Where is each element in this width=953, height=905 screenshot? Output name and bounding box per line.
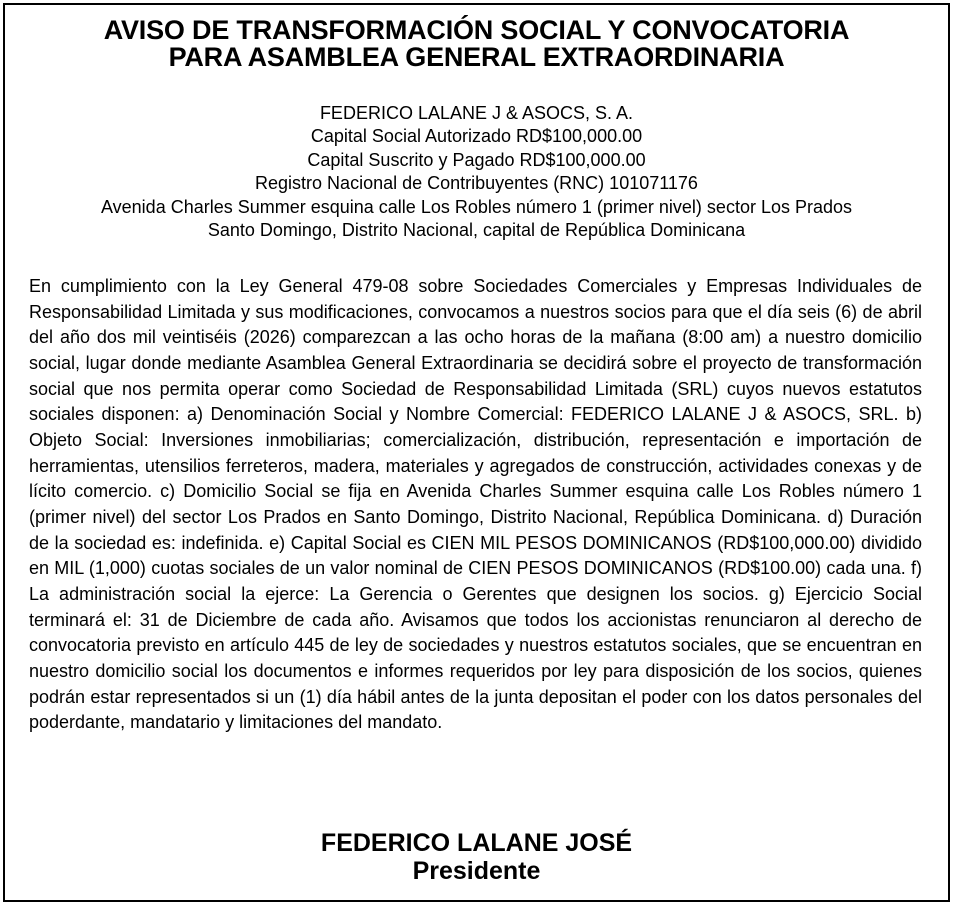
signatory-role: Presidente bbox=[412, 857, 541, 885]
company-info bbox=[5, 102, 948, 242]
signature-block bbox=[5, 829, 948, 885]
notice-body: En cumplimiento con la Ley General 479-08 sobre Sociedades Comerciales y Empresas Individuales de Responsabilidad Limitada y sus modificaciones, convocamos a nuestros socios para que el día seis (6) de abril del año dos mil veintiséis (2026) comparezcan a las ocho horas de la mañana (8:00 am) a nuestro domicilio social, lugar donde mediante Asamblea General Extraordinaria se decidirá sobre el proyecto de transformación social que nos permita operar como Sociedad de Responsabilidad Limitada (SRL) cuyos nuevos estatutos sociales disponen: a) Denominación Social y Nombre Comercial: FEDERICO LALANE J & ASOCS, SRL. b) Objeto Social: Inversiones inmobiliarias; comercialización, distribución, representación e importación de herramientas, utensilios ferreteros, madera, materiales y agregados de construcción, actividades conexas y de lícito comercio. c) Domicilio Social se fija en Avenida Charles Summer esquina calle Los Robles número 1 (primer nivel) del sector Los Prados en Santo Domingo, Distrito Nacional, República Dominicana. d) Duración de la sociedad es: indefinida. e) Capital Social es CIEN MIL PESOS DOMINICANOS (RD$100,000.00) dividido en MIL (1,000) cuotas sociales de un valor nominal de CIEN PESOS DOMINICANOS (RD$100.00) cada una. f) La administración social la ejerce: La Gerencia o Gerentes que designen los socios. g) Ejercicio Social terminará el: 31 de Diciembre de cada año. Avisamos que todos los accionistas renunciaron al derecho de convocatoria previsto en artículo 445 de ley de sociedades y nuestros estatutos sociales, que se encuentran en nuestro domicilio social los documentos e informes requeridos por ley para disposición de los socios, quienes podrán estar representados si un (1) día hábil antes de la junta depositan el poder con los datos personales del poderdante, mandatario y limitaciones del mandato. bbox=[29, 276, 922, 733]
address-line-1: Avenida Charles Summer esquina calle Los Robles número 1 (primer nivel) sector Los Prados bbox=[100, 196, 853, 217]
authorized-capital: Capital Social Autorizado RD$100,000.00 bbox=[310, 126, 643, 147]
rnc-number: Registro Nacional de Contribuyentes (RNC) 101071176 bbox=[255, 173, 698, 194]
company-name: FEDERICO LALANE J & ASOCS, S. A. bbox=[319, 103, 634, 123]
notice-frame bbox=[3, 3, 950, 902]
notice-title bbox=[5, 17, 948, 71]
notice-title-line-2: PARA ASAMBLEA GENERAL EXTRAORDINARIA bbox=[168, 42, 785, 72]
signatory-name: FEDERICO LALANE JOSÉ bbox=[320, 829, 633, 857]
address-line-2: Santo Domingo, Distrito Nacional, capital de República Dominicana bbox=[207, 220, 746, 241]
paid-capital: Capital Suscrito y Pagado RD$100,000.00 bbox=[307, 149, 646, 170]
notice-title-line-1: AVISO DE TRANSFORMACIÓN SOCIAL Y CONVOCATORIA bbox=[103, 15, 850, 45]
